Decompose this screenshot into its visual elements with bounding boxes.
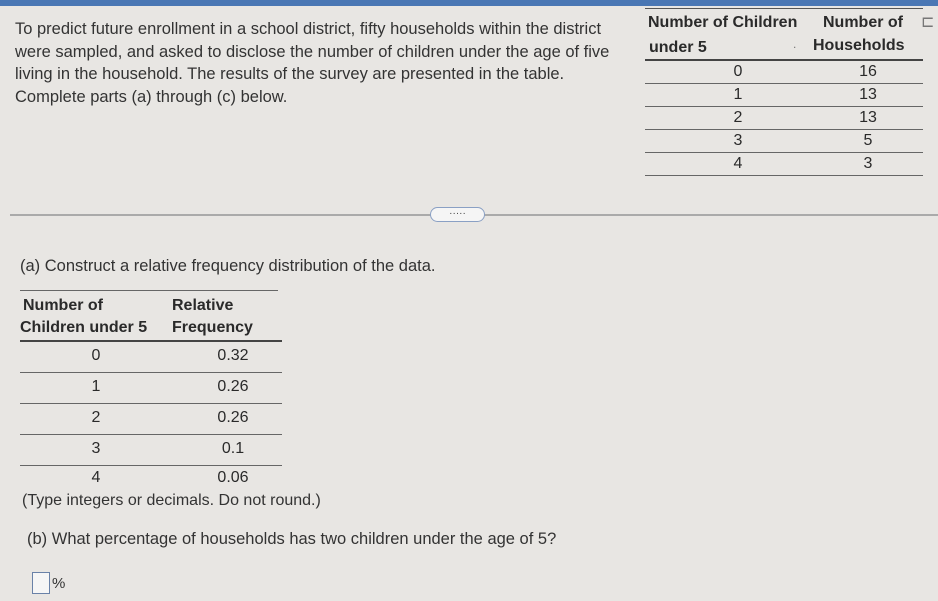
children-cell: 0	[733, 63, 743, 80]
part-a-prompt: (a) Construct a relative frequency distribution of the data.	[20, 257, 436, 275]
col-header-children-2: Children under 5	[20, 319, 148, 336]
relative-frequency-input[interactable]: 0.06	[217, 469, 249, 486]
relative-frequency-input[interactable]: 0.1	[221, 440, 245, 457]
input-hint: (Type integers or decimals. Do not round.)	[22, 492, 321, 509]
relative-frequency-input[interactable]: 0.26	[217, 378, 249, 395]
children-cell: 0	[91, 347, 101, 364]
table-row	[20, 435, 282, 466]
households-cell: 13	[859, 109, 877, 126]
relative-frequency-input[interactable]: 0.26	[217, 409, 249, 426]
table-row	[645, 84, 923, 107]
col-header-children: Number of Children	[648, 14, 798, 31]
relative-frequency-input[interactable]: 0.32	[217, 347, 249, 364]
children-cell: 4	[733, 155, 743, 172]
table-row	[20, 373, 282, 404]
households-cell: 3	[863, 155, 873, 172]
part-b-prompt: (b) What percentage of households has two children under the age of 5?	[27, 530, 557, 548]
table-row	[20, 404, 282, 435]
households-cell: 16	[859, 63, 877, 80]
children-cell: 4	[91, 469, 101, 486]
col-header-households-2: Households	[813, 37, 905, 54]
children-cell: 1	[91, 378, 101, 395]
stray-dot: .	[793, 37, 797, 51]
table-top-rule	[645, 8, 923, 9]
problem-statement: To predict future enrollment in a school district, fifty households within the district were sampled, and asked to disclose the number of children under the age of five living in the household. The results of the survey are presented in the table. Complete parts (a) through (c) below.	[15, 20, 610, 106]
col-header-children-2: under 5	[649, 39, 707, 56]
percent-unit: %	[52, 575, 66, 592]
col-header-relative: Relative	[172, 297, 234, 314]
table-top-rule	[20, 290, 278, 291]
table-row	[645, 153, 923, 176]
children-cell: 1	[733, 86, 743, 103]
table-row	[645, 130, 923, 153]
children-cell: 2	[91, 409, 101, 426]
table-row	[645, 61, 923, 84]
more-button[interactable]: ·····	[430, 207, 485, 222]
copy-icon[interactable]: ⊏	[921, 14, 935, 31]
households-cell: 13	[859, 86, 877, 103]
col-header-households: Number of	[823, 14, 903, 31]
children-cell: 3	[733, 132, 743, 149]
children-cell: 3	[91, 440, 101, 457]
col-header-children: Number of	[23, 297, 103, 314]
col-header-frequency: Frequency	[172, 319, 253, 336]
table-row	[645, 107, 923, 130]
top-accent-bar	[0, 0, 938, 6]
table-row	[20, 464, 282, 495]
percentage-answer-input[interactable]	[32, 572, 50, 594]
children-cell: 2	[733, 109, 743, 126]
table-row	[20, 342, 282, 373]
households-cell: 5	[863, 132, 873, 149]
